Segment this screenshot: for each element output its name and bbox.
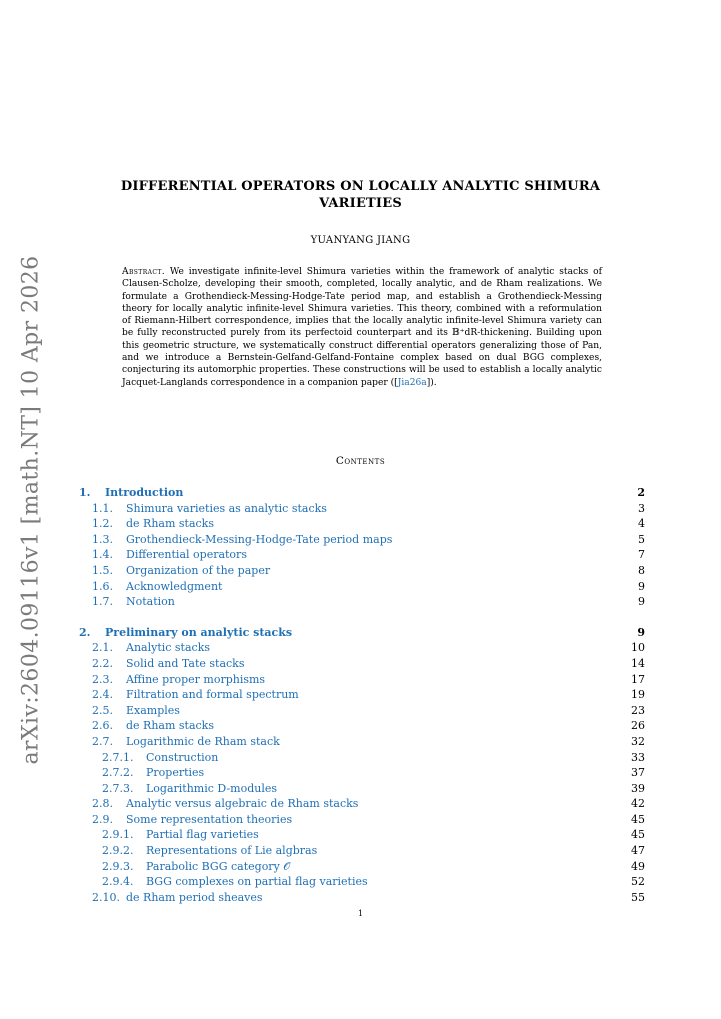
toc-entry-number[interactable]: 2.9.4. <box>102 875 134 889</box>
toc-entry[interactable] <box>79 734 645 750</box>
toc-entry[interactable] <box>79 672 645 688</box>
toc-entry-label[interactable]: de Rham stacks <box>126 517 214 531</box>
toc-entry[interactable] <box>79 625 645 641</box>
toc-entry-page: 5 <box>638 532 645 546</box>
toc-entry[interactable] <box>79 656 645 672</box>
toc-entry-number[interactable]: 2.9. <box>92 812 113 826</box>
toc-entry-page: 3 <box>638 501 645 515</box>
toc-entry-page: 23 <box>631 703 645 717</box>
toc-entry-number[interactable]: 2.9.3. <box>102 859 134 873</box>
toc-entry[interactable] <box>79 718 645 734</box>
toc-entry-page: 14 <box>631 656 645 670</box>
toc-entry-label[interactable]: Logarithmic de Rham stack <box>126 734 280 748</box>
toc-entry-number[interactable]: 1.1. <box>92 501 113 515</box>
toc-entry-page: 4 <box>638 517 645 531</box>
toc-entry-number[interactable]: 2.2. <box>92 656 113 670</box>
toc-entry[interactable] <box>79 796 645 812</box>
abstract-text-end: ]). <box>426 377 437 388</box>
toc-entry[interactable] <box>79 640 645 656</box>
toc-entry-number[interactable]: 2.6. <box>92 719 113 733</box>
toc-entry[interactable] <box>79 859 645 875</box>
toc-entry-page: 55 <box>631 890 645 904</box>
toc-entry-number[interactable]: 2.7.2. <box>102 766 134 780</box>
toc-entry-label[interactable]: Analytic stacks <box>126 641 211 655</box>
toc-entry-number[interactable]: 2.1. <box>92 641 113 655</box>
abstract <box>122 266 602 389</box>
toc-entry-number[interactable]: 1.7. <box>92 595 113 609</box>
toc-entry[interactable] <box>79 547 645 563</box>
toc-entry-label[interactable]: Filtration and formal spectrum <box>126 688 299 702</box>
toc-spacer <box>79 610 645 625</box>
abstract-text: We investigate infinite-level Shimura varieties within the framework of analytic stacks of Clausen-Scholze, developing their smooth, completed, locally analytic, and de Rham realizations. We formulate a Grothendieck-Messing-Hodge-Tate period map, and establish a Grothendieck-Messing theory for locally analytic infinite-level Shimura varieties. This theory, combined with a reformulation of Riemann-Hilbert correspondence, implies that the locally analytic infinite-level Shimura variety can be fully reconstructed purely from its perfectoid counterpart and its 𝔹⁺dR-thickening. Building upon this geometric structure, we systematically construct differential operators generalizing those of Pan, and we introduce a Bernstein-Gelfand-Gelfand-Fontaine complex based on dual BGG complexes, conjecturing its automorphic properties. These constructions will be used to establish a locally analytic Jacquet-Langlands correspondence in a companion paper ([ <box>122 267 602 388</box>
toc-entry-page: 2 <box>637 486 645 499</box>
toc-entry-label[interactable]: Representations of Lie algbras <box>146 844 318 858</box>
toc-entry-page: 9 <box>638 579 645 593</box>
toc-entry-label[interactable]: Solid and Tate stacks <box>126 656 245 670</box>
toc-entry-number[interactable]: 2.9.2. <box>102 844 134 858</box>
toc-entry-number[interactable]: 1.3. <box>92 532 113 546</box>
toc-entry[interactable] <box>79 687 645 703</box>
toc-entry[interactable] <box>79 703 645 719</box>
toc-entry-page: 47 <box>631 844 645 858</box>
toc-entry-label[interactable]: Analytic versus algebraic de Rham stacks <box>126 797 359 811</box>
toc-entry-page: 7 <box>638 548 645 562</box>
toc-entry[interactable] <box>79 563 645 579</box>
toc-entry-page: 9 <box>637 625 645 639</box>
toc-entry-label[interactable]: Construction <box>146 750 219 764</box>
toc-entry-page: 17 <box>631 672 645 686</box>
toc-entry-number[interactable]: 2.5. <box>92 703 113 717</box>
citation-link[interactable]: Jia26a <box>397 377 427 388</box>
toc-entry-page: 9 <box>638 595 645 609</box>
toc-entry-label[interactable]: Grothendieck-Messing-Hodge-Tate period maps <box>126 532 393 546</box>
toc-entry-label[interactable]: Affine proper morphisms <box>126 672 266 686</box>
toc-entry-page: 37 <box>631 766 645 780</box>
toc-entry[interactable] <box>79 812 645 828</box>
toc-entry-label[interactable]: Parabolic BGG category 𝒪 <box>146 859 291 873</box>
toc-entry-page: 42 <box>631 797 645 811</box>
toc-entry-label[interactable]: Introduction <box>105 486 184 499</box>
toc-entry-number[interactable]: 1.5. <box>92 563 113 577</box>
toc-entry-page: 45 <box>631 812 645 826</box>
toc-entry[interactable] <box>79 765 645 781</box>
arxiv-stamp <box>12 255 50 765</box>
toc-entry[interactable] <box>79 750 645 766</box>
arxiv-stamp-text: arXiv:2604.09116v1 [math.NT] 10 Apr 2026 <box>18 255 44 765</box>
toc-entry-label[interactable]: Notation <box>126 595 175 609</box>
toc-entry[interactable] <box>79 874 645 890</box>
toc-entry-label[interactable]: BGG complexes on partial flag varieties <box>146 875 368 889</box>
toc-entry-number[interactable]: 2.4. <box>92 688 113 702</box>
toc-entry-label[interactable]: Examples <box>126 703 180 717</box>
toc-entry-label[interactable]: Acknowledgment <box>126 579 223 593</box>
toc-entry-number[interactable]: 2.7.1. <box>102 750 134 764</box>
toc-entry-number[interactable]: 1. <box>79 486 91 499</box>
toc-entry-label[interactable]: de Rham stacks <box>126 719 214 733</box>
paper-title-line1: DIFFERENTIAL OPERATORS ON LOCALLY ANALYTIC SHIMURA <box>120 179 601 194</box>
toc-entry-page: 8 <box>638 563 645 577</box>
toc-entry-label[interactable]: Organization of the paper <box>126 563 271 577</box>
toc-entry-page: 19 <box>631 688 645 702</box>
toc-entry-number[interactable]: 2.10. <box>92 890 120 904</box>
toc-entry-label[interactable]: Logarithmic D-modules <box>146 781 278 795</box>
paper-title-line2: VARIETIES <box>319 196 402 211</box>
toc-entry-label[interactable]: de Rham period sheaves <box>126 890 263 904</box>
toc-entry-page: 33 <box>631 750 645 764</box>
toc-entry[interactable] <box>79 827 645 843</box>
toc-entry-label[interactable]: Properties <box>146 766 205 780</box>
toc-entry-page: 45 <box>631 828 645 842</box>
toc-entry-page: 52 <box>631 875 645 889</box>
toc-entry-number[interactable]: 2.8. <box>92 797 113 811</box>
toc-entry-page: 26 <box>631 719 645 733</box>
toc-entry-number[interactable]: 2.7.3. <box>102 781 134 795</box>
toc-entry-label[interactable]: Shimura varieties as analytic stacks <box>126 501 327 515</box>
toc-entry-number[interactable]: 2.3. <box>92 672 113 686</box>
paper-title <box>0 178 721 212</box>
toc-entry[interactable] <box>79 501 645 517</box>
toc-entry-page: 32 <box>631 734 645 748</box>
toc-entry-number[interactable]: 1.2. <box>92 517 113 531</box>
toc-entry[interactable] <box>79 890 645 906</box>
toc-entry-label[interactable]: Preliminary on analytic stacks <box>105 625 293 639</box>
toc-entry-page: 39 <box>631 781 645 795</box>
toc-entry[interactable] <box>79 516 645 532</box>
toc-entry-number[interactable]: 2. <box>79 625 91 639</box>
toc-entry[interactable] <box>79 843 645 859</box>
toc-entry-page: 49 <box>631 859 645 873</box>
toc-entry-label[interactable]: Differential operators <box>126 548 247 562</box>
page-number: 1 <box>357 909 364 918</box>
toc-entry-number[interactable]: 1.6. <box>92 579 113 593</box>
abstract-label: Abstract. <box>122 267 166 277</box>
toc-entry[interactable] <box>79 579 645 595</box>
toc-entry-number[interactable]: 1.4. <box>92 548 113 562</box>
toc-entry[interactable] <box>79 594 645 610</box>
toc-entry-label[interactable]: Some representation theories <box>126 812 293 826</box>
toc-entry[interactable] <box>79 485 645 501</box>
contents-heading: Contents <box>335 455 386 467</box>
table-of-contents <box>79 485 645 905</box>
author-name: YUANYANG JIANG <box>310 235 411 246</box>
toc-entry[interactable] <box>79 781 645 797</box>
toc-entry-number[interactable]: 2.9.1. <box>102 828 134 842</box>
toc-entry-label[interactable]: Partial flag varieties <box>146 828 259 842</box>
toc-entry-number[interactable]: 2.7. <box>92 734 113 748</box>
toc-entry[interactable] <box>79 532 645 548</box>
toc-entry-page: 10 <box>631 641 645 655</box>
